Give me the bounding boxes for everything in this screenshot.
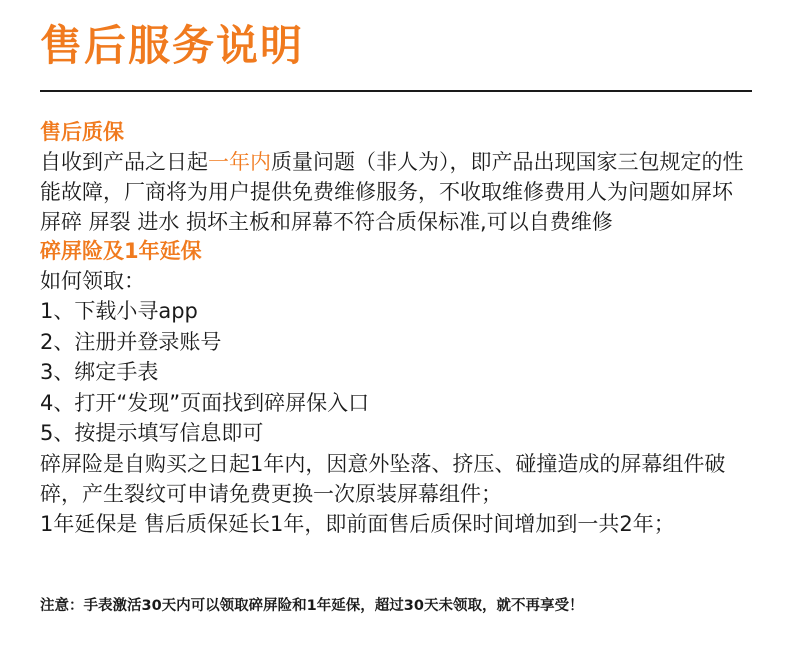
screen-insurance-description: 碎屏险是自购买之日起1年内，因意外坠落、挤压、碰撞造成的屏幕组件破碎，产生裂纹可申请免费更换一次原装屏幕组件； [40,451,726,506]
claim-step: 4、打开“发现”页面找到碎屏保入口 [40,390,370,415]
footer-note: 注意：手表激活30天内可以领取碎屏险和1年延保，超过30天未领取，就不再享受！ [40,598,584,614]
warranty-period-highlight: 一年内 [208,150,271,174]
page-title: 售后服务说明 [40,21,305,70]
claim-step: 5、按提示填写信息即可 [40,421,264,445]
warranty-heading: 售后质保 [40,120,124,144]
claim-steps-list [40,296,752,449]
extended-warranty-description: 1年延保是 售后质保延长1年，即前面售后质保时间增加到一共2年； [40,511,675,536]
warranty-description [40,147,752,237]
claim-step: 2、注册并登录账号 [40,329,222,354]
title-divider [40,90,752,92]
warranty-text-after: 质量问题（非人为），即产品出现国家三包规定的性能故障，厂商将为用户提供免费维修服务，不收取维修费用人为问题如屏坏 屏碎 屏裂 进水 损坏主板和屏幕不符合质保标准,可以自费维修 [40,150,744,234]
insurance-heading: 碎屏险及1年延保 [40,239,202,263]
claim-step: 1、下载小寻app [40,299,198,323]
warranty-text-before: 自收到产品之日起 [40,150,208,174]
claim-step: 3、绑定手表 [40,360,159,384]
how-to-label: 如何领取： [40,269,145,293]
content-body [40,118,752,539]
